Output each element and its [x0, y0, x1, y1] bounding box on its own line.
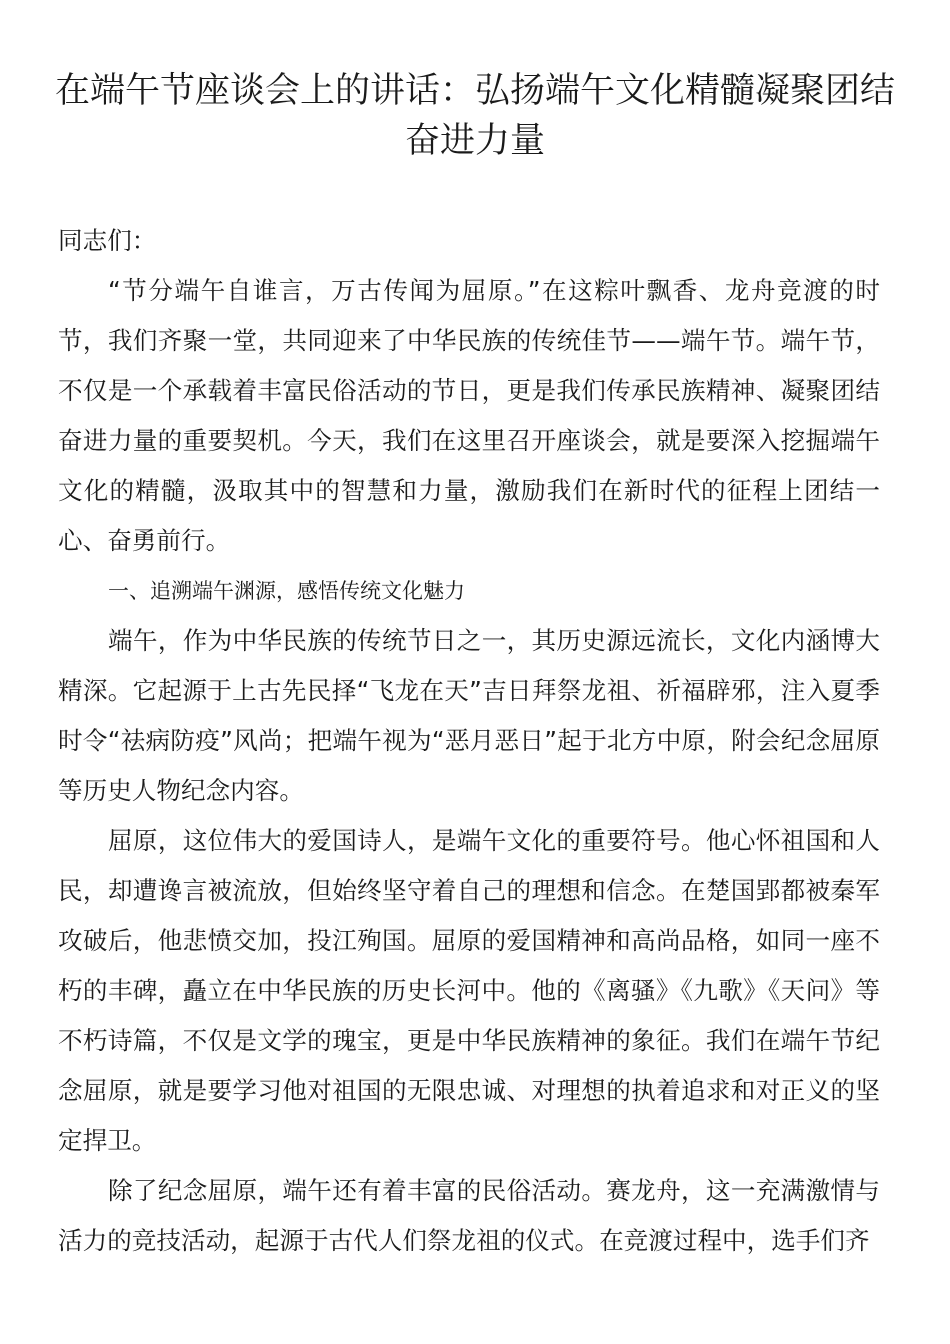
section-heading: 一、追溯端午渊源，感悟传统文化魅力 [108, 579, 465, 603]
document-title: 在端午节座谈会上的讲话：弘扬端午文化精髓凝聚团结奋进力量 [54, 71, 895, 161]
section-paragraph-quyuan: 屈原，这位伟大的爱国诗人，是端午文化的重要符号。他心怀祖国和人民，却遭谗言被流放，但始终坚守着自己的理想和信念。在楚国郢都被秦军攻破后，他悲愤交加，投江殉国。屈原的爱国精神和高尚品格，如同一座不朽的丰碑，矗立在中华民族的历史长河中。他的《离骚》《九歌》《天问》等不朽诗篇，不仅是文学的瑰宝，更是中华民族精神的象征。我们在端午节纪念屈原，就是要学习他对祖国的无限忠诚、对理想的执着追求和对正义的坚定捍卫。 [58, 826, 880, 1155]
intro-paragraph: “节分端午自谁言，万古传闻为屈原。”在这粽叶飘香、龙舟竞渡的时节，我们齐聚一堂，共同迎来了中华民族的传统佳节——端午节。端午节，不仅是一个承载着丰富民俗活动的节日，更是我们传承民族精神、凝聚团结奋进力量的重要契机。今天，我们在这里召开座谈会，就是要深入挖掘端午文化的精髓，汲取其中的智慧和力量，激励我们在新时代的征程上团结一心、奋勇前行。 [58, 276, 880, 555]
salutation: 同志们： [58, 226, 157, 255]
section-paragraph-origin: 端午，作为中华民族的传统节日之一，其历史源远流长，文化内涵博大精深。它起源于上古先民择“飞龙在天”吉日拜祭龙祖、祈福辟邪，注入夏季时令“祛病防疫”风尚；把端午视为“恶月恶日”起于北方中原，附会纪念屈原等历史人物纪念内容。 [58, 626, 880, 805]
document-body [58, 216, 880, 1266]
section-paragraph-customs: 除了纪念屈原，端午还有着丰富的民俗活动。赛龙舟，这一充满激情与活力的竞技活动，起源于古代人们祭龙祖的仪式。在竞渡过程中，选手们齐 [58, 1176, 880, 1255]
